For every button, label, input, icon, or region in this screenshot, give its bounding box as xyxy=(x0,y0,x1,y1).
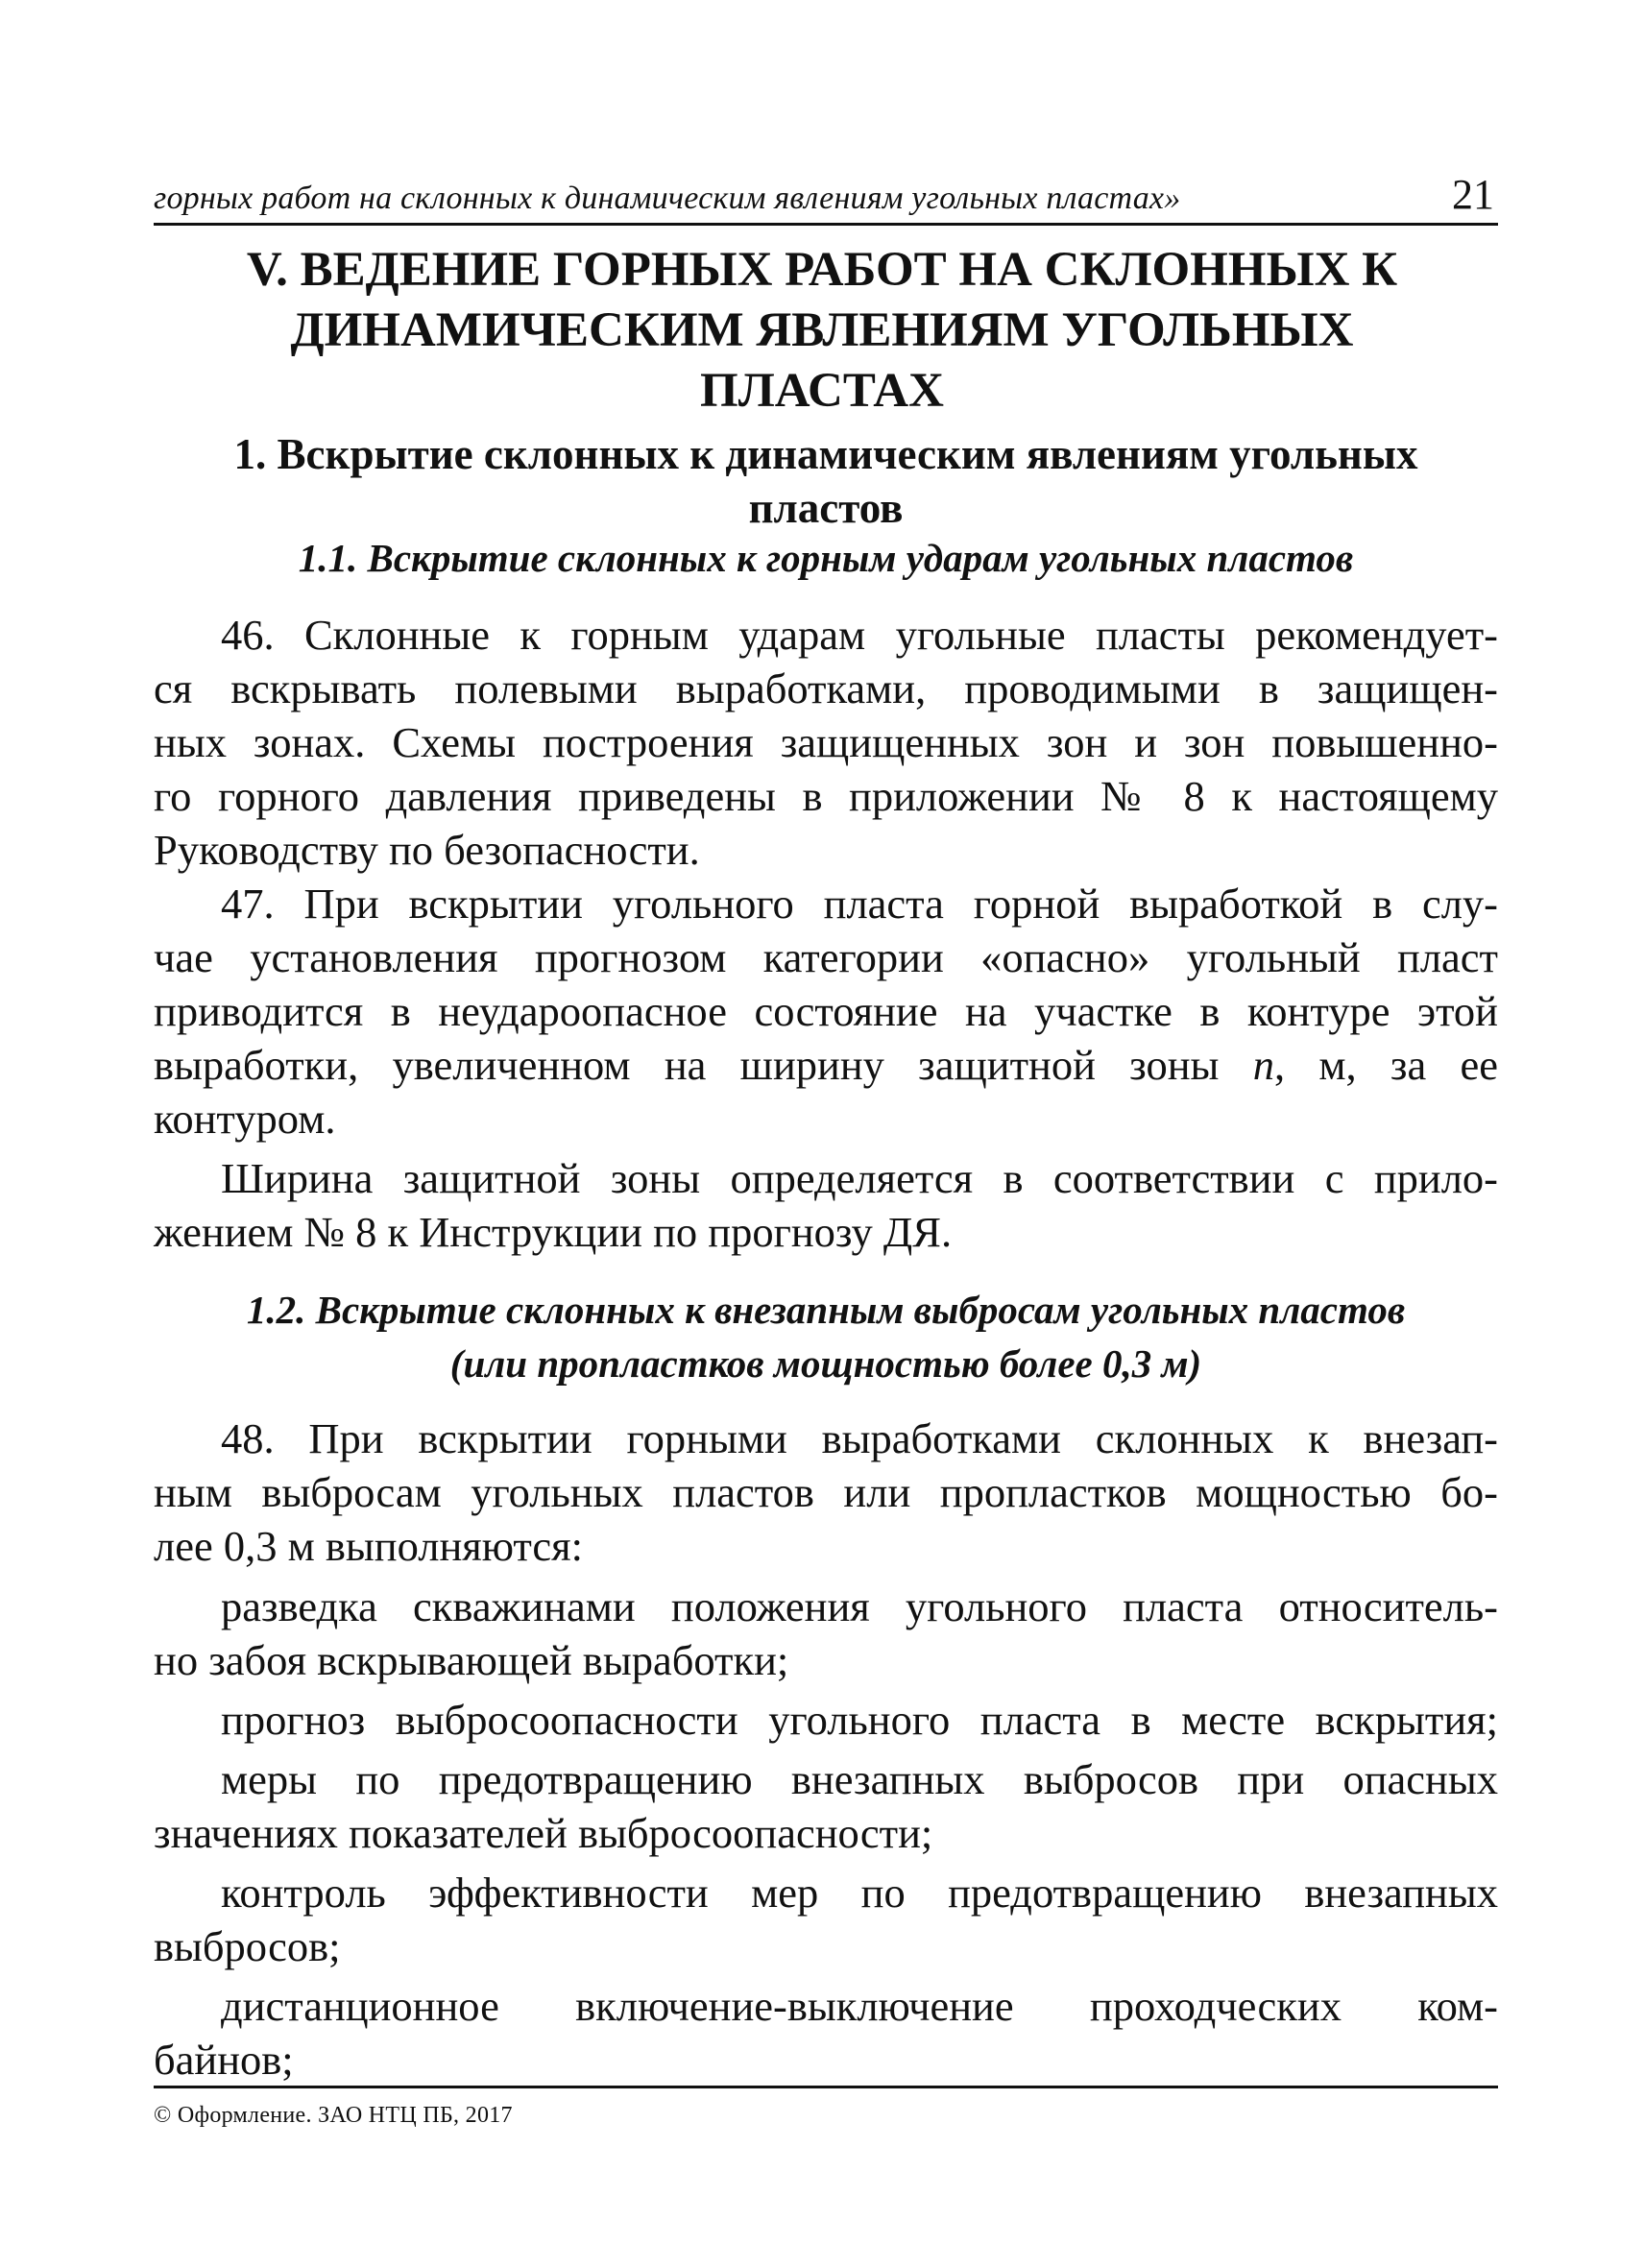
list-item-line: выбросов; xyxy=(154,1922,341,1970)
paragraph-line: ным выбросам угольных пластов или пропластков мощностью бо- xyxy=(154,1468,1498,1516)
list-item-line: значениях показателей выбросоопасности; xyxy=(154,1809,933,1857)
paragraph-line: ся вскрывать полевыми выработками, проводимыми в защищен- xyxy=(154,664,1498,712)
chapter-title-line-2: ДИНАМИЧЕСКИМ ЯВЛЕНИЯМ УГОЛЬНЫХ ПЛАСТАХ xyxy=(290,303,1354,418)
paragraph-line: жением № 8 к Инструкции по прогнозу ДЯ. xyxy=(154,1208,953,1256)
list-item-line: байнов; xyxy=(154,2036,294,2084)
paragraph-line-part: , м, за ее xyxy=(1273,1041,1498,1089)
paragraph-line: 47. При вскрытии угольного пласта горной выработкой в слу- xyxy=(221,880,1498,928)
chapter-title xyxy=(192,240,1452,422)
section-title: 1. Вскрытие склонных к динамическим явлениям угольных пластов xyxy=(233,430,1418,532)
subsection-title-line-2: (или пропластков мощностью более 0,3 м) xyxy=(449,1341,1202,1386)
footer-divider xyxy=(154,2086,1498,2088)
list-item-line: дистанционное включение-выключение проходческих ком- xyxy=(221,1982,1498,2030)
list-item-line: прогноз выбросоопасности угольного пласта в месте вскрытия; xyxy=(221,1696,1498,1744)
running-title: горных работ на склонных к динамическим явлениям угольных пластах» xyxy=(154,181,1181,216)
subsection-title-1-2 xyxy=(154,1283,1498,1390)
subsection-title-1-1: 1.1. Вскрытие склонных к горным ударам угольных пластов xyxy=(298,536,1354,580)
chapter-title-line-1: V. ВЕДЕНИЕ ГОРНЫХ РАБОТ НА СКЛОННЫХ К xyxy=(246,243,1398,297)
paragraph-line: лее 0,3 м выполняются: xyxy=(154,1522,583,1570)
list-item-line: меры по предотвращению внезапных выбросов при опасных xyxy=(221,1755,1498,1803)
paragraph-line: Руководству по безопасности. xyxy=(154,826,700,874)
variable-n: n xyxy=(1252,1041,1274,1089)
paragraph-line: приводится в неудароопасное состояние на участке в контуре этой xyxy=(154,987,1498,1035)
paragraph-line xyxy=(154,1038,1498,1092)
paragraph-line: Ширина защитной зоны определяется в соответствии с прило- xyxy=(221,1154,1498,1202)
paragraph-line: чае установления прогнозом категории «опасно» угольный пласт xyxy=(154,933,1498,981)
paragraph-line: контуром. xyxy=(154,1095,336,1143)
list-item-line: разведка скважинами положения угольного пласта относитель- xyxy=(221,1582,1498,1630)
paragraph-line-part: выработки, увеличенном на ширину защитной зоны xyxy=(154,1041,1253,1089)
page-header xyxy=(154,165,1498,226)
footer-copyright: © Оформление. ЗАО НТЦ ПБ, 2017 xyxy=(154,2103,513,2128)
list-item-line: но забоя вскрывающей выработки; xyxy=(154,1636,789,1684)
list-item-line: контроль эффективности мер по предотвращению внезапных xyxy=(221,1869,1498,1917)
paragraph-line: ных зонах. Схемы построения защищенных зон и зон повышенно- xyxy=(154,718,1498,766)
paragraph-line: го горного давления приведены в приложении № 8 к настоящему xyxy=(154,772,1498,820)
page-number: 21 xyxy=(1452,171,1494,218)
subsection-title-line-1: 1.2. Вскрытие склонных к внезапным выбросам угольных пластов xyxy=(246,1288,1406,1332)
paragraph-line: 46. Склонные к горным ударам угольные пласты рекомендует- xyxy=(221,611,1498,659)
paragraph-line: 48. При вскрытии горными выработками склонных к внезап- xyxy=(221,1414,1498,1462)
